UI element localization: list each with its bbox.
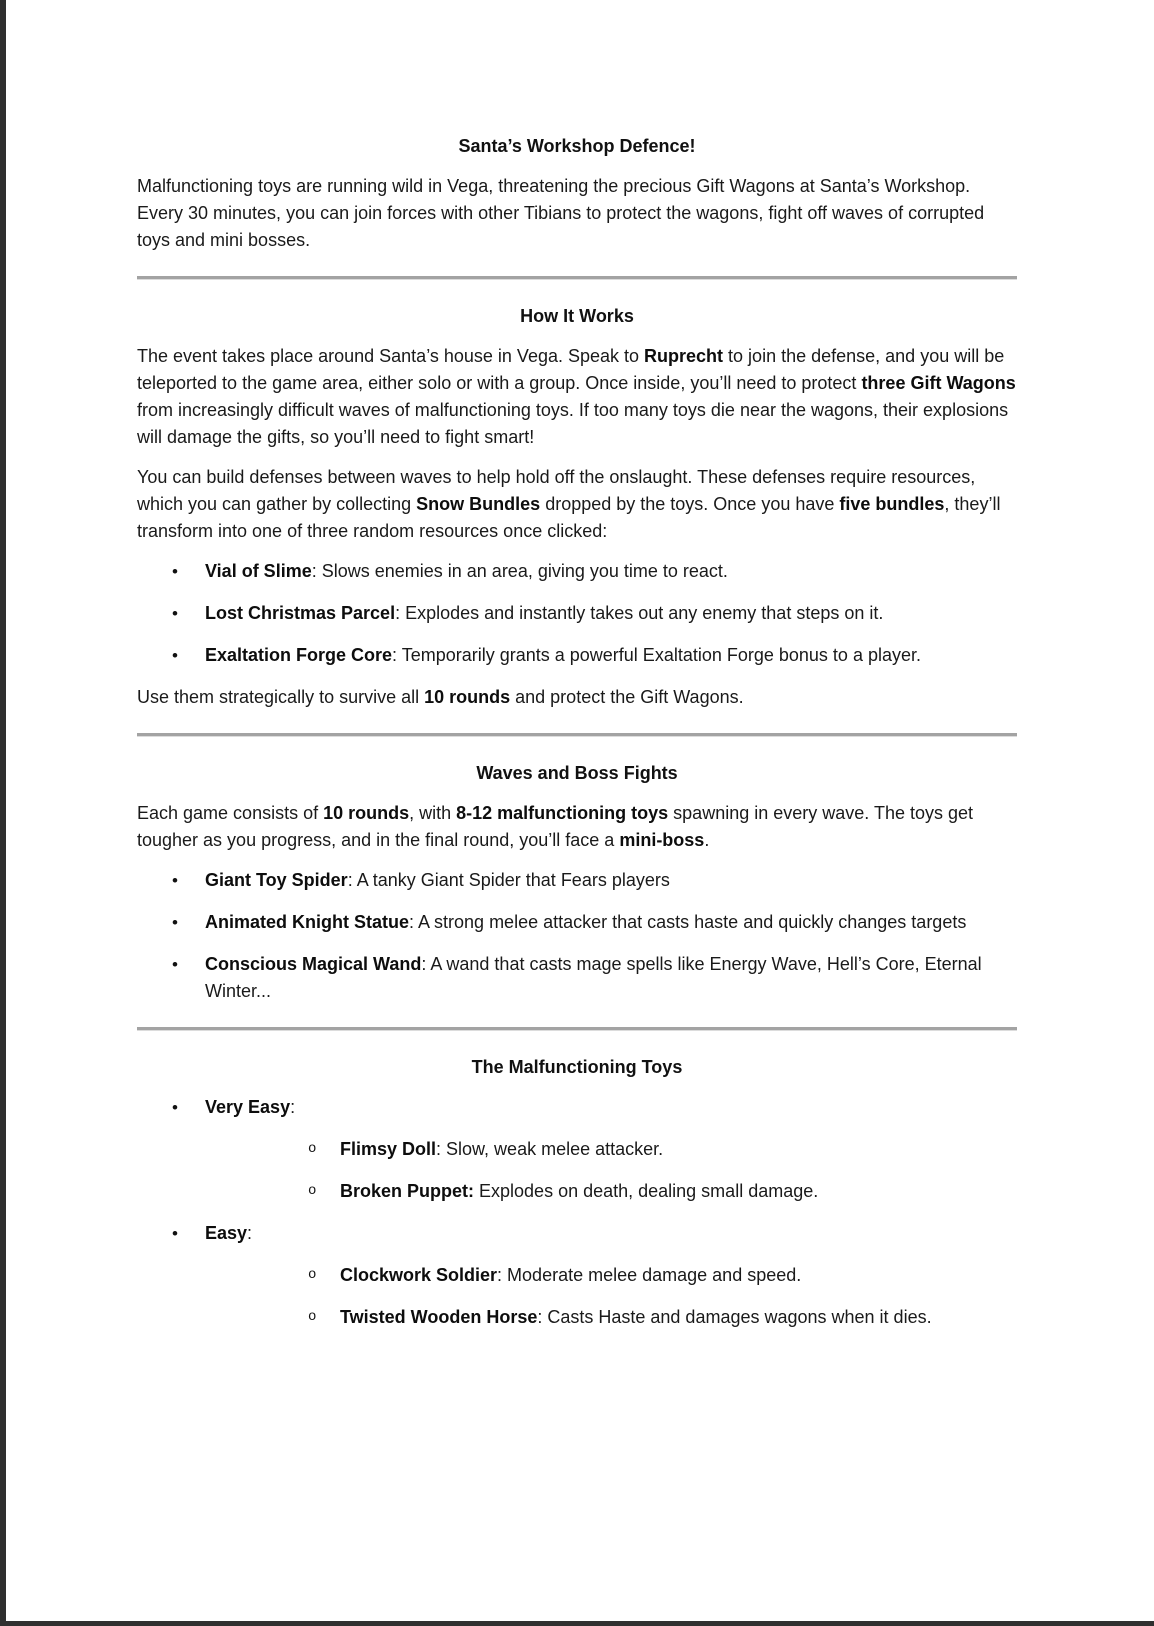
text-run: : A strong melee attacker that casts haste and quickly changes targets (409, 912, 967, 932)
easy-toys (205, 1262, 1017, 1331)
text-run: : Explodes and instantly takes out any enemy that steps on it. (395, 603, 884, 623)
bold-text-run: three Gift Wagons (861, 373, 1016, 393)
heading-how-it-works: How It Works (520, 306, 634, 326)
bullet-twisted-wooden-horse (205, 1304, 1017, 1331)
page-title: Santa’s Workshop Defence! (458, 136, 696, 156)
bold-text-run: Flimsy Doll (340, 1139, 437, 1159)
section-divider (137, 733, 1017, 736)
bold-text-run: 8-12 malfunctioning toys (456, 803, 669, 823)
bullet-animated-knight-statue (137, 909, 1017, 936)
resource-list (137, 558, 1017, 669)
bullet-flimsy-doll (205, 1136, 1017, 1163)
bullet-exaltation-forge-core (137, 642, 1017, 669)
bold-text-run: Lost Christmas Parcel (205, 603, 396, 623)
bold-text-run: Very Easy (205, 1097, 291, 1117)
how-paragraph-1 (137, 343, 1017, 451)
waves-paragraph (137, 800, 1017, 854)
bold-text-run: Snow Bundles (416, 494, 541, 514)
bullet-vial-of-slime (137, 558, 1017, 585)
text-run: Explodes on death, dealing small damage. (474, 1181, 819, 1201)
text-run: : Slows enemies in an area, giving you time to react. (311, 561, 728, 581)
very-easy-toys (205, 1136, 1017, 1205)
bold-text-run: Twisted Wooden Horse (340, 1307, 538, 1327)
text-run: : (290, 1097, 296, 1117)
text-run: and protect the Gift Wagons. (510, 687, 744, 707)
bullet-very-easy (137, 1094, 1017, 1205)
text-run: : (247, 1223, 253, 1243)
window-bottom-edge (0, 1621, 1154, 1626)
text-run: Each game consists of (137, 803, 324, 823)
bullet-giant-toy-spider (137, 867, 1017, 894)
text-run: You can build defenses between waves to help hold off the onslaught. These defenses require resources, which you can gather by collecting (137, 467, 976, 514)
text-run: : Moderate melee damage and speed. (497, 1265, 802, 1285)
heading-waves-and-boss-fights: Waves and Boss Fights (476, 763, 678, 783)
text-run: spawning in every wave. The toys get tougher as you progress, and in the final round, you’ll face a (137, 803, 974, 850)
text-run: , with (409, 803, 457, 823)
bold-text-run: Vial of Slime (205, 561, 312, 581)
bold-text-run: 10 rounds (323, 803, 410, 823)
bullet-easy (137, 1220, 1017, 1331)
text-run: . (704, 830, 710, 850)
bold-text-run: Easy (205, 1223, 248, 1243)
bullet-lost-christmas-parcel (137, 600, 1017, 627)
text-run: from increasingly difficult waves of malfunctioning toys. If too many toys die near the wagons, their explosions will damage the gifts, so you’ll need to fight smart! (137, 400, 1009, 447)
bold-text-run: Ruprecht (644, 346, 724, 366)
intro-paragraph: Malfunctioning toys are running wild in Vega, threatening the precious Gift Wagons at Santa’s Workshop. Every 30 minutes, you can join forces with other Tibians to protect the wagons, fight off waves of corrupted toys and mini bosses. (137, 176, 985, 250)
bold-text-run: Giant Toy Spider (205, 870, 348, 890)
text-run: : Slow, weak melee attacker. (436, 1139, 664, 1159)
text-run: : Temporarily grants a powerful Exaltation Forge bonus to a player. (392, 645, 921, 665)
text-run: : Casts Haste and damages wagons when it dies. (537, 1307, 932, 1327)
window-left-edge (0, 0, 6, 1626)
bold-text-run: Conscious Magical Wand (205, 954, 422, 974)
bold-text-run: five bundles (839, 494, 945, 514)
bullet-clockwork-soldier (205, 1262, 1017, 1289)
text-run: : A wand that casts mage spells like Energy Wave, Hell’s Core, Eternal Winter... (205, 954, 982, 1001)
boss-list (137, 867, 1017, 1005)
text-run: to join the defense, and you will be teleported to the game area, either solo or with a group. Once inside, you’ll need to protect (137, 346, 1005, 393)
section-divider (137, 1027, 1017, 1030)
how-paragraph-2 (137, 464, 1017, 545)
text-run: The event takes place around Santa’s house in Vega. Speak to (137, 346, 645, 366)
text-run: , they’ll transform into one of three random resources once clicked: (137, 494, 1001, 541)
bold-text-run: 10 rounds (424, 687, 511, 707)
bullet-broken-puppet (205, 1178, 1017, 1205)
bold-text-run: Exaltation Forge Core (205, 645, 393, 665)
text-run: : A tanky Giant Spider that Fears players (347, 870, 670, 890)
how-paragraph-3 (137, 684, 1017, 711)
toy-tier-list (137, 1094, 1017, 1331)
section-divider (137, 276, 1017, 279)
bold-text-run: Animated Knight Statue (205, 912, 410, 932)
bold-text-run: Broken Puppet: (340, 1181, 475, 1201)
tier-label (205, 1097, 295, 1117)
text-run: Use them strategically to survive all (137, 687, 425, 707)
text-run: dropped by the toys. Once you have (540, 494, 840, 514)
bold-text-run: mini-boss (619, 830, 705, 850)
bold-text-run: Clockwork Soldier (340, 1265, 498, 1285)
heading-the-malfunctioning-toys: The Malfunctioning Toys (471, 1057, 683, 1077)
bullet-conscious-magical-wand (137, 951, 1017, 1005)
tier-label (205, 1223, 252, 1243)
